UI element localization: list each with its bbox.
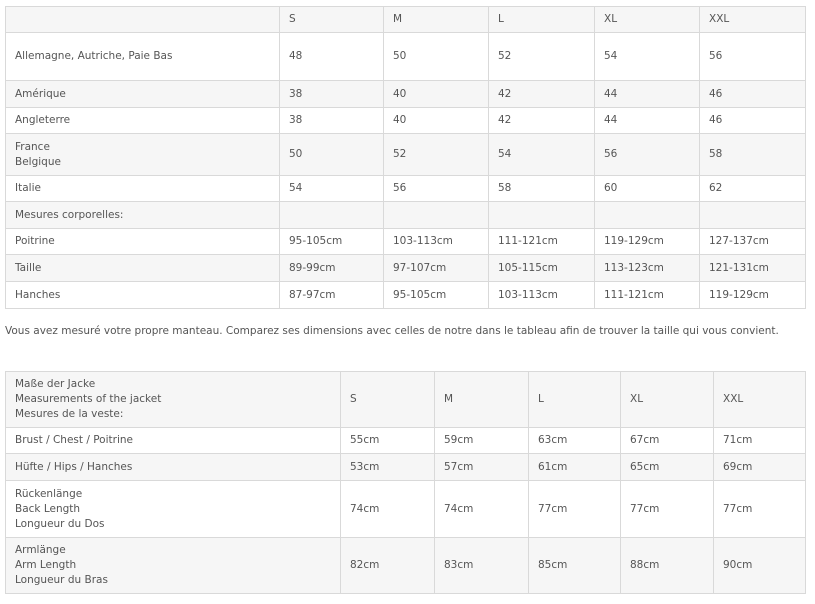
table-cell: 57cm [435, 454, 529, 481]
header-cell: XL [621, 372, 714, 428]
table-cell: 82cm [341, 538, 435, 594]
table-header-row [6, 7, 806, 33]
table-row [6, 33, 806, 81]
table-cell: 95-105cm [280, 229, 384, 255]
table-cell: 89-99cm [280, 255, 384, 282]
table-cell: 119-129cm [700, 282, 806, 309]
header-cell: M [435, 372, 529, 428]
table-cell: 50 [384, 33, 489, 81]
table-cell: 62 [700, 176, 806, 202]
table-cell: 71cm [714, 428, 806, 454]
table-cell: 90cm [714, 538, 806, 594]
table-row [6, 428, 806, 454]
table-cell: 103-113cm [489, 282, 595, 309]
table-row [6, 134, 806, 176]
table-cell: 58 [700, 134, 806, 176]
table-cell: 54 [489, 134, 595, 176]
row-label: Italie [6, 176, 280, 202]
table-cell: 95-105cm [384, 282, 489, 309]
row-label: Hanches [6, 282, 280, 309]
header-cell: L [529, 372, 621, 428]
table-row [6, 454, 806, 481]
table-cell: 74cm [341, 481, 435, 538]
table-cell: 56 [700, 33, 806, 81]
table-cell: 46 [700, 81, 806, 108]
header-cell: XXL [700, 7, 806, 33]
table-cell: 69cm [714, 454, 806, 481]
table-row [6, 81, 806, 108]
table-cell [384, 202, 489, 229]
table-cell: 87-97cm [280, 282, 384, 309]
row-label: Armlänge Arm Length Longueur du Bras [6, 538, 341, 594]
header-cell: S [341, 372, 435, 428]
table-row [6, 176, 806, 202]
table-cell [280, 202, 384, 229]
row-label: Mesures corporelles: [6, 202, 280, 229]
table-cell: 113-123cm [595, 255, 700, 282]
row-label: Hüfte / Hips / Hanches [6, 454, 341, 481]
header-cell: Maße der Jacke Measurements of the jacket Mesures de la veste: [6, 372, 341, 428]
table-cell: 74cm [435, 481, 529, 538]
table-cell: 56 [595, 134, 700, 176]
table-cell: 38 [280, 108, 384, 134]
table-cell: 53cm [341, 454, 435, 481]
table-cell: 50 [280, 134, 384, 176]
table-cell [489, 202, 595, 229]
row-label: Poitrine [6, 229, 280, 255]
table-cell [595, 202, 700, 229]
table-cell: 52 [384, 134, 489, 176]
table-cell: 40 [384, 81, 489, 108]
table-cell: 58 [489, 176, 595, 202]
table-cell: 63cm [529, 428, 621, 454]
table-cell: 77cm [621, 481, 714, 538]
table-cell: 46 [700, 108, 806, 134]
table-row [6, 481, 806, 538]
row-label: Angleterre [6, 108, 280, 134]
table-cell: 38 [280, 81, 384, 108]
table-cell: 54 [280, 176, 384, 202]
table-cell: 54 [595, 33, 700, 81]
table-row [6, 108, 806, 134]
header-cell [6, 7, 280, 33]
table-cell: 56 [384, 176, 489, 202]
header-cell: L [489, 7, 595, 33]
table-cell: 103-113cm [384, 229, 489, 255]
table-cell: 42 [489, 81, 595, 108]
table-cell [700, 202, 806, 229]
measurement-note: Vous avez mesuré votre propre manteau. Comparez ses dimensions avec celles de notre dans le tableau afin de trouver la taille qui vous convient. [5, 325, 779, 337]
table-cell: 77cm [714, 481, 806, 538]
table-row [6, 229, 806, 255]
table-cell: 121-131cm [700, 255, 806, 282]
jacket-measurements-table [5, 371, 806, 594]
table-cell: 60 [595, 176, 700, 202]
row-label: Brust / Chest / Poitrine [6, 428, 341, 454]
table-cell: 85cm [529, 538, 621, 594]
table-row [6, 202, 806, 229]
row-label: France Belgique [6, 134, 280, 176]
header-cell: XL [595, 7, 700, 33]
table-cell: 61cm [529, 454, 621, 481]
row-label: Allemagne, Autriche, Paie Bas [6, 33, 280, 81]
table-cell: 127-137cm [700, 229, 806, 255]
header-cell: S [280, 7, 384, 33]
table-row [6, 282, 806, 309]
header-cell: XXL [714, 372, 806, 428]
table-cell: 59cm [435, 428, 529, 454]
table-cell: 83cm [435, 538, 529, 594]
size-conversion-table [5, 6, 806, 309]
table-row [6, 538, 806, 594]
row-label: Amérique [6, 81, 280, 108]
table-cell: 44 [595, 81, 700, 108]
table-cell: 111-121cm [595, 282, 700, 309]
table-cell: 105-115cm [489, 255, 595, 282]
table-cell: 40 [384, 108, 489, 134]
table-cell: 111-121cm [489, 229, 595, 255]
table-cell: 77cm [529, 481, 621, 538]
table-cell: 97-107cm [384, 255, 489, 282]
table-cell: 65cm [621, 454, 714, 481]
table-cell: 44 [595, 108, 700, 134]
table-cell: 67cm [621, 428, 714, 454]
row-label: Rückenlänge Back Length Longueur du Dos [6, 481, 341, 538]
header-cell: M [384, 7, 489, 33]
table-cell: 48 [280, 33, 384, 81]
table-cell: 55cm [341, 428, 435, 454]
table-cell: 88cm [621, 538, 714, 594]
table-header-row [6, 372, 806, 428]
table-cell: 42 [489, 108, 595, 134]
table-cell: 119-129cm [595, 229, 700, 255]
table-cell: 52 [489, 33, 595, 81]
row-label: Taille [6, 255, 280, 282]
table-row [6, 255, 806, 282]
